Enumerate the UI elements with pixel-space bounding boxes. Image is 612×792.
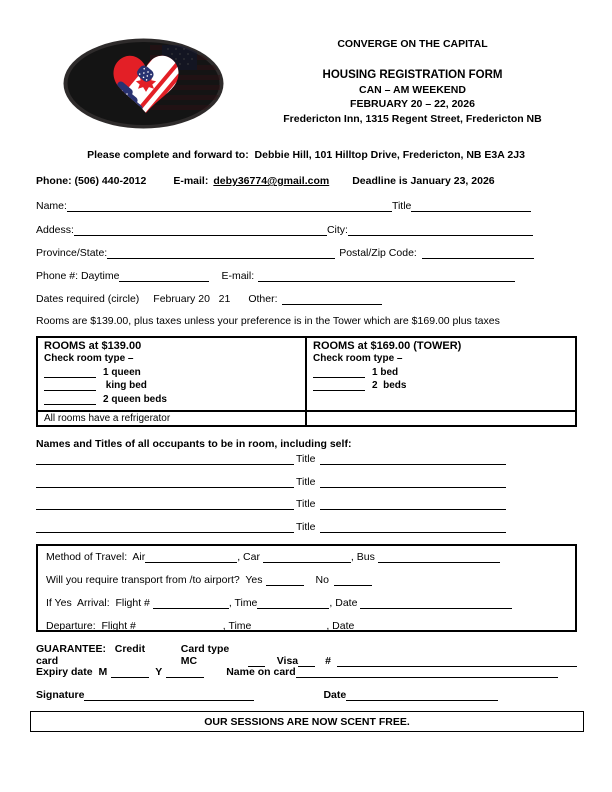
visa-label: Visa	[276, 655, 299, 667]
occupant-2-name-line[interactable]	[36, 476, 294, 488]
email-field-line[interactable]	[258, 270, 515, 282]
transport-yes-line[interactable]	[266, 574, 304, 586]
departure-date-label: , Date	[326, 620, 358, 632]
handshake-heart-logo-icon	[62, 37, 225, 130]
dates-options[interactable]: February 20 21	[153, 293, 231, 305]
rooms-price-note: Rooms are $139.00, plus taxes unless your preference is in the Tower which are $169.00 plus taxes	[36, 315, 500, 327]
airport-transport-question: Will you require transport from /to airport? Yes	[46, 574, 263, 586]
name-field-line[interactable]	[67, 200, 392, 212]
standard-rooms-header: ROOMS at $139.00	[44, 340, 142, 352]
card-number-label: #	[325, 655, 331, 667]
tower-option-2-beds-label: 2 beds	[372, 380, 407, 391]
departure-flight-line[interactable]	[147, 620, 223, 632]
city-field-line[interactable]	[348, 224, 533, 236]
occupant-2-title-label: Title	[296, 476, 316, 488]
scent-free-notice-text: OUR SESSIONS ARE NOW SCENT FREE.	[204, 715, 410, 728]
tower-rooms-header: ROOMS at $169.00 (TOWER)	[313, 340, 462, 352]
can-am-logo	[62, 37, 225, 130]
tower-option-1-bed-label: 1 bed	[372, 366, 399, 378]
tower-footer-cell	[307, 410, 575, 425]
tower-check-label: Check room type –	[313, 353, 403, 364]
occupant-2-title-line[interactable]	[320, 476, 506, 488]
standard-option-king-label: king bed	[103, 380, 147, 391]
transport-no-label: No	[315, 574, 329, 586]
occupant-row-1	[36, 453, 577, 465]
signature-label: Signature	[36, 689, 85, 701]
scent-free-notice-box	[30, 711, 584, 732]
name-on-card-line[interactable]	[296, 666, 558, 678]
phone-row	[36, 270, 577, 282]
guarantee-label: GUARANTEE: Credit card	[36, 643, 149, 667]
occupants-heading: Names and Titles of all occupants to be in room, including self:	[36, 438, 352, 450]
arrival-flight-label: If Yes Arrival: Flight #	[46, 597, 153, 609]
expiry-row	[36, 666, 577, 678]
travel-bus-label: , Bus	[350, 551, 378, 563]
postal-field-line[interactable]	[422, 247, 534, 259]
city-label: City:	[326, 224, 348, 236]
expiry-year-line[interactable]	[166, 666, 204, 678]
standard-option-1-queen-line[interactable]	[44, 367, 96, 378]
occupant-3-title-label: Title	[296, 498, 316, 510]
occupant-4-title-line[interactable]	[320, 521, 506, 533]
signature-date-label: Date	[323, 689, 347, 701]
phone-daytime-label: Phone #: Daytime	[36, 270, 120, 282]
departure-time-label: , Time	[222, 620, 255, 632]
standard-option-king-line[interactable]	[44, 380, 96, 391]
occupant-row-4	[36, 521, 577, 533]
forward-instructions: Please complete and forward to: Debbie Hill, 101 Hilltop Drive, Fredericton, NB E3A 2J3	[87, 149, 525, 161]
contact-email-label: E-mail:	[173, 175, 209, 187]
rooms-table	[36, 336, 577, 427]
travel-bus-line[interactable]	[378, 551, 500, 563]
tower-option-2-beds-line[interactable]	[313, 380, 365, 391]
departure-time-line[interactable]	[254, 620, 326, 632]
arrival-row	[46, 597, 567, 609]
name-on-card-label: Name on card	[226, 666, 296, 678]
transport-no-line[interactable]	[334, 574, 372, 586]
dates-required-label: Dates required (circle)	[36, 293, 140, 305]
arrival-time-line[interactable]	[257, 597, 329, 609]
occupant-1-title-label: Title	[296, 453, 316, 465]
event-venue: Fredericton Inn, 1315 Regent Street, Fredericton NB	[283, 112, 542, 125]
occupant-row-2	[36, 476, 577, 488]
form-header	[240, 38, 585, 125]
departure-flight-label: Departure: Flight #	[46, 620, 139, 632]
province-label: Province/State:	[36, 247, 108, 259]
method-of-travel-row	[46, 551, 567, 563]
departure-row	[46, 620, 567, 632]
method-of-travel-label: Method of Travel: Air	[46, 551, 146, 563]
title-label: Title	[391, 200, 412, 212]
expiry-month-line[interactable]	[111, 666, 149, 678]
arrival-flight-line[interactable]	[153, 597, 229, 609]
contact-email-link[interactable]: deby36774@gmail.com	[213, 175, 330, 187]
standard-rooms-cell	[38, 338, 307, 410]
name-row	[36, 200, 577, 212]
arrival-time-label: , Time	[228, 597, 258, 609]
arrival-date-line[interactable]	[360, 597, 512, 609]
occupant-4-name-line[interactable]	[36, 521, 294, 533]
refrigerator-note: All rooms have a refrigerator	[38, 410, 307, 425]
event-weekend: CAN – AM WEEKEND	[359, 83, 466, 96]
standard-option-2-queen-line[interactable]	[44, 394, 96, 405]
departure-date-line[interactable]	[357, 620, 509, 632]
name-label: Name:	[36, 200, 67, 212]
signature-row	[36, 689, 577, 701]
province-field-line[interactable]	[107, 247, 335, 259]
title-field-line[interactable]	[411, 200, 531, 212]
standard-option-2-queen-label: 2 queen beds	[103, 393, 167, 405]
airport-transport-row	[46, 574, 567, 586]
travel-car-line[interactable]	[263, 551, 351, 563]
other-field-line[interactable]	[282, 293, 382, 305]
occupant-4-title-label: Title	[296, 521, 316, 533]
card-type-label: Card type MC	[180, 643, 233, 667]
event-dates: FEBRUARY 20 – 22, 2026	[350, 98, 475, 110]
occupant-1-title-line[interactable]	[320, 453, 506, 465]
guarantee-row	[36, 643, 577, 667]
contact-line	[36, 175, 577, 187]
travel-air-line[interactable]	[145, 551, 237, 563]
address-row	[36, 224, 577, 236]
tower-option-1-bed-line[interactable]	[313, 367, 365, 378]
occupant-row-3	[36, 498, 577, 510]
occupant-1-name-line[interactable]	[36, 453, 294, 465]
email-label: E-mail:	[221, 270, 255, 282]
arrival-date-label: , Date	[329, 597, 361, 609]
standard-check-label: Check room type –	[44, 353, 134, 364]
address-field-line[interactable]	[74, 224, 327, 236]
standard-option-1-queen-label: 1 queen	[103, 366, 141, 378]
tower-rooms-cell	[307, 338, 575, 410]
expiry-date-label: Expiry date M	[36, 666, 108, 678]
travel-car-label: , Car	[237, 551, 263, 563]
occupant-3-title-line[interactable]	[320, 498, 506, 510]
form-title: HOUSING REGISTRATION FORM	[322, 69, 503, 81]
signature-line[interactable]	[84, 689, 254, 701]
province-row	[36, 247, 577, 259]
postal-label: Postal/Zip Code:	[339, 247, 417, 259]
signature-date-line[interactable]	[346, 689, 498, 701]
contact-phone: Phone: (506) 440-2012	[36, 175, 147, 187]
dates-row	[36, 293, 577, 305]
other-label: Other:	[248, 293, 278, 305]
address-label: Addess:	[36, 224, 74, 236]
deadline-text: Deadline is January 23, 2026	[352, 175, 495, 187]
event-title: CONVERGE ON THE CAPITAL	[337, 38, 488, 50]
phone-field-line[interactable]	[119, 270, 209, 282]
travel-section-box	[36, 544, 577, 632]
expiry-year-label: Y	[155, 666, 163, 678]
occupant-3-name-line[interactable]	[36, 498, 294, 510]
